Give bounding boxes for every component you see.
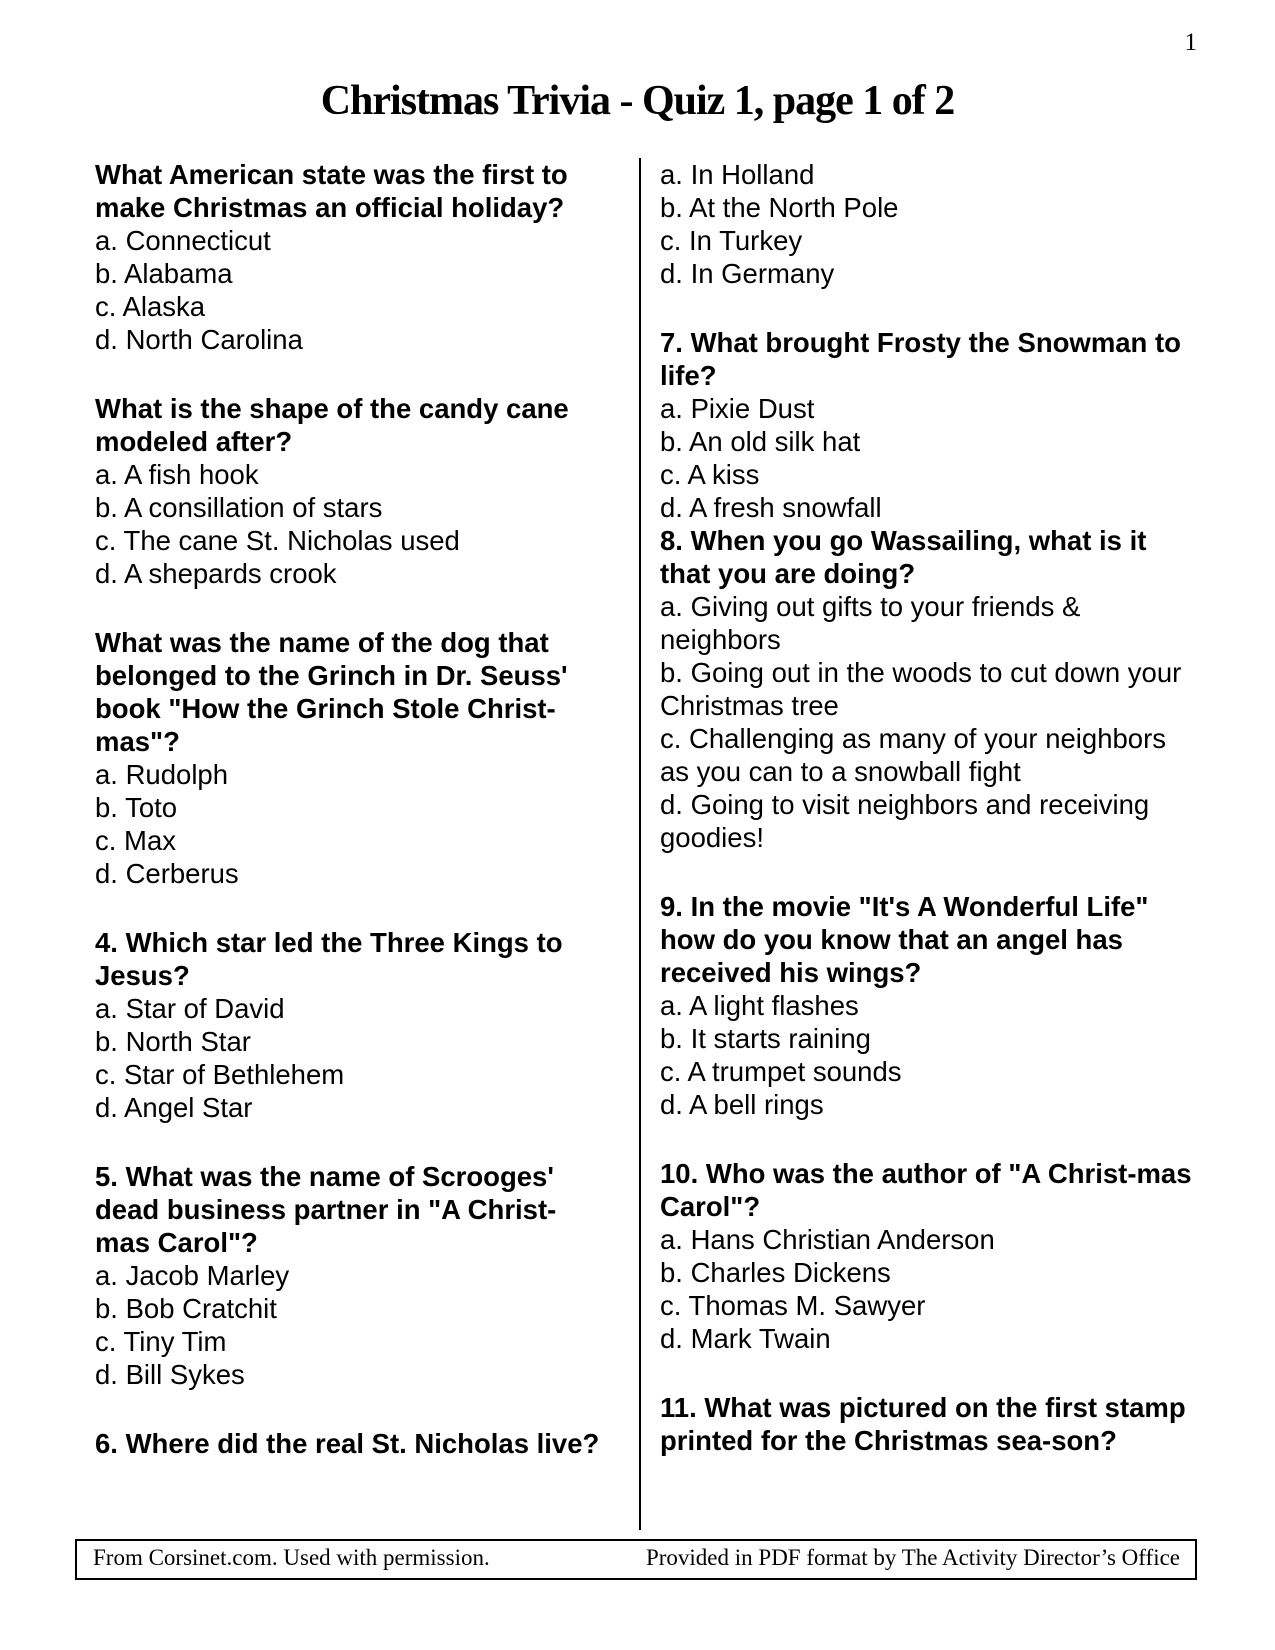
answer-option: a. A fish hook bbox=[95, 459, 259, 490]
footer-source-text: From Corsinet.com. Used with permission. bbox=[93, 1545, 490, 1570]
question-block bbox=[660, 158, 1195, 290]
answer-option: b. An old silk hat bbox=[660, 426, 861, 457]
page-title: Christmas Trivia - Quiz 1, page 1 of 2 bbox=[320, 78, 955, 124]
answer-option: a. Hans Christian Anderson bbox=[660, 1224, 995, 1255]
answer-option: a. Star of David bbox=[95, 993, 285, 1024]
question-prompt: 4. Which star led the Three Kings to Jesus? bbox=[95, 927, 563, 991]
answer-option: d. A bell rings bbox=[660, 1089, 824, 1120]
answer-option: b. At the North Pole bbox=[660, 192, 899, 223]
question-prompt: What American state was the first to make Christmas an official holiday? bbox=[95, 159, 568, 223]
answer-option: b. Alabama bbox=[95, 258, 233, 289]
answer-option: d. North Carolina bbox=[95, 324, 303, 355]
question-prompt: 7. What brought Frosty the Snowman to life? bbox=[660, 327, 1181, 391]
answer-option: c. Alaska bbox=[95, 291, 206, 322]
question-prompt: 6. Where did the real St. Nicholas live? bbox=[95, 1428, 600, 1459]
answer-option: a. Connecticut bbox=[95, 225, 271, 256]
answer-option: d. Cerberus bbox=[95, 858, 239, 889]
question-prompt: 11. What was pictured on the first stamp printed for the Christmas sea-son? bbox=[660, 1392, 1186, 1456]
answer-option: d. Mark Twain bbox=[660, 1323, 831, 1354]
left-column bbox=[95, 158, 639, 1530]
answer-option: c. Tiny Tim bbox=[95, 1326, 227, 1357]
answer-option: c. Challenging as many of your neighbors as you can to a snowball fight bbox=[660, 723, 1166, 787]
answer-option: c. Max bbox=[95, 825, 176, 856]
question-block bbox=[95, 626, 609, 890]
answer-option: b. Toto bbox=[95, 792, 178, 823]
question-prompt: 9. In the movie "It's A Wonderful Life" how do you know that an angel has received his wings? bbox=[660, 891, 1149, 988]
answer-option: a. Jacob Marley bbox=[95, 1260, 290, 1291]
question-prompt: What was the name of the dog that belonged to the Grinch in Dr. Seuss' book "How the Grinch Stole Christ-mas"? bbox=[95, 627, 568, 757]
answer-option: d. Bill Sykes bbox=[95, 1359, 245, 1390]
answer-option: b. Going out in the woods to cut down your Christmas tree bbox=[660, 657, 1182, 721]
answer-option: d. Angel Star bbox=[95, 1092, 253, 1123]
answer-option: b. A consillation of stars bbox=[95, 492, 383, 523]
answer-option: b. Charles Dickens bbox=[660, 1257, 891, 1288]
page-number: 1 bbox=[1184, 29, 1197, 56]
question-block bbox=[95, 926, 609, 1124]
answer-option: b. It starts raining bbox=[660, 1023, 871, 1054]
question-prompt: What is the shape of the candy cane modeled after? bbox=[95, 393, 569, 457]
answer-option: d. In Germany bbox=[660, 258, 835, 289]
question-block bbox=[95, 1427, 609, 1460]
question-block bbox=[660, 326, 1195, 524]
answer-option: c. In Turkey bbox=[660, 225, 803, 256]
question-block bbox=[660, 1391, 1195, 1457]
answer-option: a. A light flashes bbox=[660, 990, 859, 1021]
answer-option: c. A trumpet sounds bbox=[660, 1056, 902, 1087]
answer-option: d. Going to visit neighbors and receiving goodies! bbox=[660, 789, 1150, 853]
question-block bbox=[95, 158, 609, 356]
question-prompt: 10. Who was the author of "A Christ-mas Carol"? bbox=[660, 1158, 1192, 1222]
footer-provider-text: Provided in PDF format by The Activity Director’s Office bbox=[645, 1545, 1180, 1570]
right-column bbox=[641, 158, 1195, 1530]
answer-option: d. A shepards crook bbox=[95, 558, 337, 589]
answer-option: c. A kiss bbox=[660, 459, 760, 490]
question-prompt: 8. When you go Wassailing, what is it that you are doing? bbox=[660, 525, 1147, 589]
answer-option: a. In Holland bbox=[660, 159, 815, 190]
answer-option: b. North Star bbox=[95, 1026, 251, 1057]
answer-option: c. Star of Bethlehem bbox=[95, 1059, 345, 1090]
footer-box bbox=[75, 1539, 1197, 1580]
answer-option: a. Pixie Dust bbox=[660, 393, 815, 424]
question-prompt: 5. What was the name of Scrooges' dead business partner in "A Christ-mas Carol"? bbox=[95, 1161, 557, 1258]
answer-option: d. A fresh snowfall bbox=[660, 492, 882, 523]
answer-option: c. Thomas M. Sawyer bbox=[660, 1290, 926, 1321]
answer-option: c. The cane St. Nicholas used bbox=[95, 525, 460, 556]
question-block bbox=[660, 524, 1195, 854]
question-block bbox=[660, 890, 1195, 1121]
answer-option: a. Giving out gifts to your friends & neighbors bbox=[660, 591, 1081, 655]
answer-option: b. Bob Cratchit bbox=[95, 1293, 277, 1324]
question-block bbox=[95, 1160, 609, 1391]
question-block bbox=[95, 392, 609, 590]
quiz-columns bbox=[95, 158, 1195, 1530]
question-block bbox=[660, 1157, 1195, 1355]
answer-option: a. Rudolph bbox=[95, 759, 229, 790]
